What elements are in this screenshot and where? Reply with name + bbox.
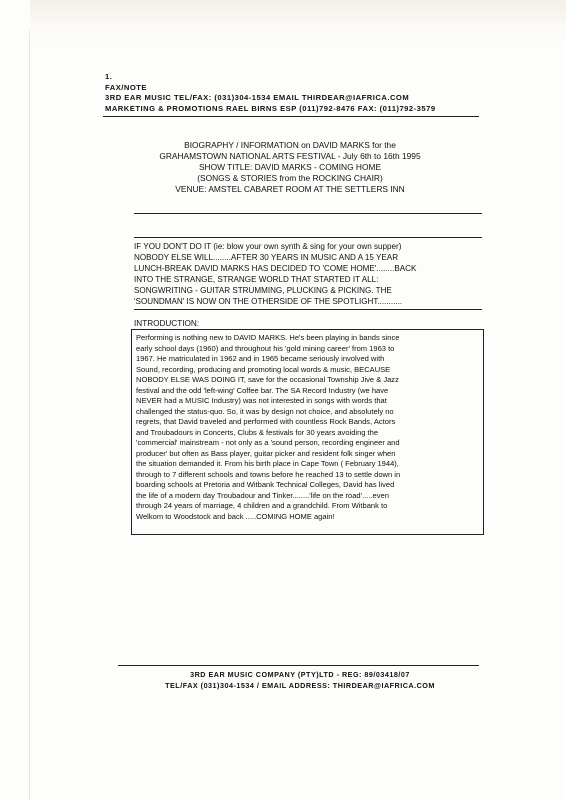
tagline-line: LUNCH-BREAK DAVID MARKS HAS DECIDED TO 'COME HOME'........BACK: [134, 264, 417, 273]
tagline-line: 'SOUNDMAN' IS NOW ON THE OTHERSIDE OF THE SPOTLIGHT...........: [134, 297, 403, 306]
tagline-top-rule: [134, 237, 482, 238]
bio-title-line: GRAHAMSTOWN NATIONAL ARTS FESTIVAL - July 6th to 16th 1995: [159, 151, 421, 161]
tagline-block: [134, 241, 484, 307]
introduction-line: NOBODY ELSE WAS DOING IT, save for the occasional Township Jive & Jazz: [136, 375, 399, 384]
fax-header-marketing: MARKETING & PROMOTIONS RAEL BIRNS ESP (011)792-8476 FAX: (011)792-3579: [105, 103, 436, 113]
page-top-shadow: [30, 0, 566, 44]
title-rule: [134, 213, 482, 214]
introduction-line: through to 7 different schools and towns before he reached 13 to settle down in: [136, 469, 401, 479]
tagline-line: INTO THE STRANGE, STRANGE WORLD THAT STARTED IT ALL:: [134, 275, 379, 284]
footer-rule: [118, 665, 479, 666]
bio-title-line: SHOW TITLE: DAVID MARKS - COMING HOME: [198, 162, 382, 172]
tagline-line: IF YOU DON'T DO IT (ie: blow your own synth & sing for your own supper): [134, 242, 402, 251]
fax-note-label: FAX/NOTE: [105, 82, 147, 92]
introduction-line: boarding schools at Pretoria and Witbank Technical Colleges, David has lived: [136, 480, 395, 489]
introduction-line: and Troubadours in Concerts, Clubs & festivals for 30 years avoiding the: [136, 427, 379, 437]
introduction-line: the life of a modern day Troubadour and Tinker........'life on the road'.....even: [136, 490, 389, 500]
introduction-line: the situation demanded it. From his birth place in Cape Town ( February 1944),: [136, 459, 399, 468]
page-number: 1.: [105, 72, 113, 81]
page-left-edge: [29, 30, 30, 800]
tagline-line: NOBODY ELSE WILL........AFTER 30 YEARS IN MUSIC AND A 15 YEAR: [134, 253, 399, 262]
introduction-line: early school days (1960) and throughout his 'gold mining career' from 1963 to: [136, 343, 395, 353]
introduction-line: Performing is nothing new to DAVID MARKS. He's been playing in bands since: [136, 333, 400, 342]
header-rule: [103, 116, 479, 117]
introduction-line: Sound, recording, producing and promoting local words & music, BECAUSE: [136, 364, 391, 374]
biography-title-block: [120, 140, 460, 195]
introduction-line: Welkom to Woodstock and back .....COMING HOME again!: [136, 511, 335, 521]
introduction-line: through 24 years of marriage, 4 children and a grandchild. From Witbank to: [136, 501, 388, 510]
introduction-line: producer' but often as Bass player, guitar picker and resident folk singer when: [136, 448, 396, 458]
footer-company-registration: 3RD EAR MUSIC COMPANY (PTY)LTD - REG: 89/03418/07: [190, 670, 410, 679]
fax-header: [105, 72, 535, 114]
tagline-line: SONGWRITING - GUITAR STRUMMING, PLUCKING & PICKING. THE: [134, 286, 392, 295]
footer-contact: TEL/FAX (031)304-1534 / EMAIL ADDRESS: THIRDEAR@IAFRICA.COM: [165, 680, 435, 690]
bio-title-line: BIOGRAPHY / INFORMATION on DAVID MARKS for the: [184, 140, 396, 150]
introduction-box: [131, 329, 484, 535]
introduction-line: 'commercial' mainstream - not only as a 'sound person, recording engineer and: [136, 438, 400, 447]
bio-title-line: (SONGS & STORIES from the ROCKING CHAIR): [197, 173, 383, 183]
bio-title-line: VENUE: AMSTEL CABARET ROOM AT THE SETTLERS INN: [175, 184, 405, 194]
introduction-line: regrets, that David traveled and performed with countless Rock Bands, Actors: [136, 417, 396, 426]
introduction-heading: INTRODUCTION:: [134, 319, 200, 328]
fax-header-contact: 3RD EAR MUSIC TEL/FAX: (031)304-1534 EMAIL THIRDEAR@IAFRICA.COM: [105, 93, 410, 102]
introduction-line: challenged the status-quo. So, it was by design not choice, and absolutely no: [136, 406, 394, 416]
company-footer: [120, 670, 480, 691]
introduction-line: NEVER had a MUSIC Industry) was not interested in songs with words that: [136, 396, 387, 405]
introduction-line: festival and the odd 'left-wing' Coffee bar. The SA Record Industry (we have: [136, 385, 389, 395]
introduction-line: 1967. He matriculated in 1962 and in 1965 became seriously involved with: [136, 354, 385, 363]
tagline-bottom-rule: [134, 309, 482, 310]
